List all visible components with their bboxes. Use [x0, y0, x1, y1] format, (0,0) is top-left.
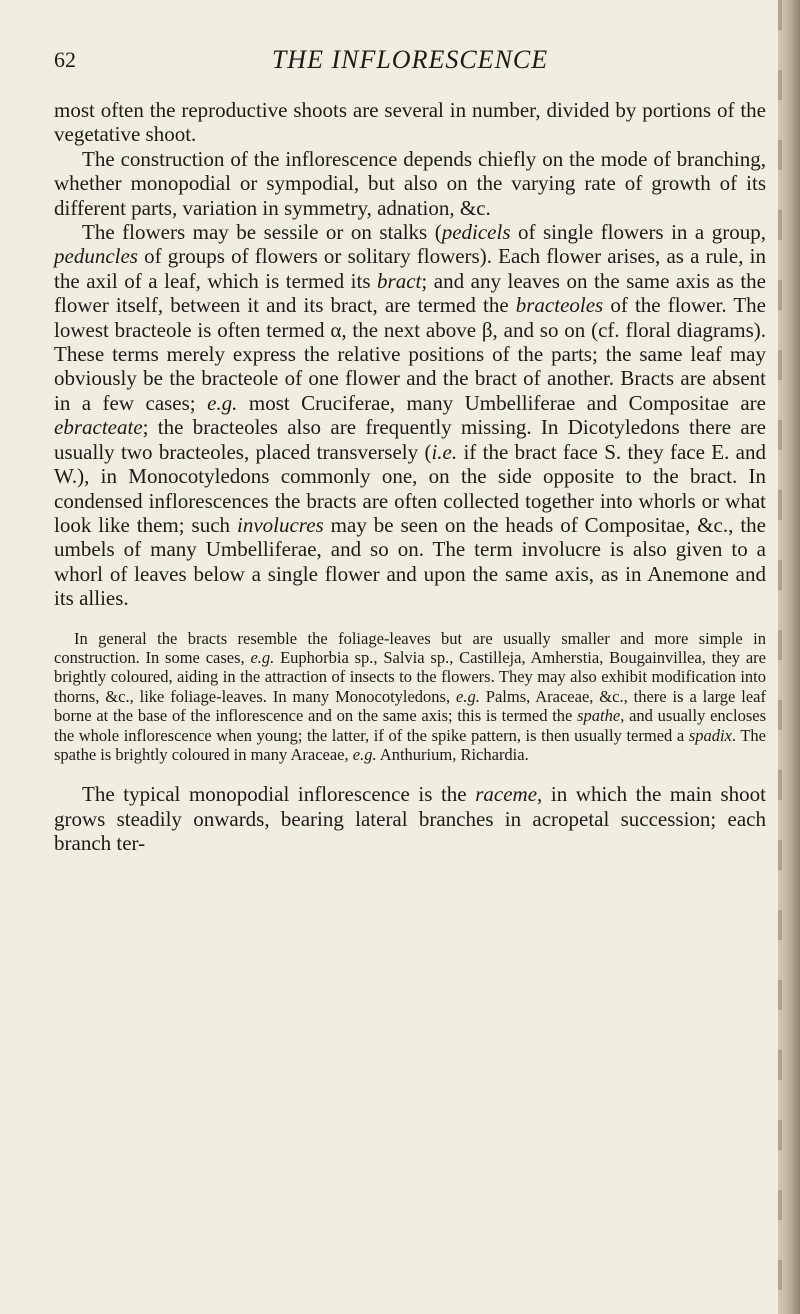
term-peduncles: peduncles — [54, 244, 138, 269]
text-run: most Cruciferae, many Umbelliferae and Compositae are — [237, 390, 766, 415]
text-run: , in which the main shoot grows steadily onwards, bearing lateral branches in acropetal succession; each branch ter- — [54, 782, 767, 856]
main-text-continued — [54, 782, 766, 855]
term-spathe: spathe — [577, 706, 621, 726]
term-bracteoles: bracteoles — [515, 293, 604, 318]
paragraph-bracts — [54, 220, 766, 611]
page-edge-shadow — [778, 0, 800, 1314]
text-run: The typical monopodial inflorescence is the — [82, 782, 476, 807]
term-raceme: raceme — [475, 782, 538, 807]
abbrev-eg: e.g. — [352, 744, 377, 764]
term-pedicels: pedicels — [441, 220, 511, 245]
term-ebracteate: ebracteate — [54, 415, 143, 440]
small-print-note — [54, 629, 766, 765]
text-run: , and usually encloses the whole inflorescence when young; the latter, if of the spike pattern, is then usually termed a — [54, 706, 766, 745]
abbrev-ie: i.e. — [431, 439, 458, 464]
text-run: In general the bracts resemble the foliage-leaves but are usually smaller and more simple in construction. In some cases, — [54, 628, 766, 667]
paragraph-small — [54, 629, 766, 765]
term-bract: bract — [377, 268, 422, 293]
text-run: The flowers may be sessile or on stalks ( — [82, 220, 442, 245]
paragraph-raceme — [54, 782, 766, 855]
text-run: Euphorbia sp., Salvia sp., Castilleja, Amherstia, Bougainvillea, they are brightly coloured, aiding in the attraction of insects to the flowers. They may also exhibit modification into thorns, &c., like foliage-leaves. In many Monocotyledons, — [54, 647, 766, 706]
text-run: of the flower. The lowest bracteole is often termed α, the next above β, and so on (cf. floral diagrams). These terms merely express the relative positions of the parts; the same leaf may obviously be the bracteole of one flower and the bract of another. Bracts are absent in a few cases; — [54, 293, 766, 415]
text-run: . The spathe is brightly coloured in many Araceae, — [54, 725, 766, 764]
paragraph-construction — [54, 147, 766, 220]
term-spadix: spadix — [688, 725, 732, 745]
page-number: 62 — [54, 47, 76, 72]
running-head — [54, 40, 766, 80]
text-run: of single flowers in a group, — [510, 220, 766, 245]
paragraph-continuation — [54, 98, 766, 147]
text-run: of groups of flowers or solitary flowers). Each flower arises, as a rule, in the axil of a leaf, which is termed its — [54, 244, 766, 293]
text-run: The construction of the inflorescence depends chiefly on the mode of branching, whether monopodial or sympodial, but also on the varying rate of growth of its different parts, variation in symmetry, adnation, &c. — [54, 146, 766, 220]
term-involucres: involucres — [237, 512, 324, 537]
abbrev-eg: e.g. — [456, 686, 480, 706]
text-run: Palms, Araceae, &c., there is a large leaf borne at the base of the inflorescence and on the same axis; this is termed the — [54, 686, 766, 726]
text-run: Anthurium, Richardia. — [376, 744, 529, 764]
text-run: if the bract face S. they face E. and W.), in Monocotyledons commonly one, on the side opposite to the bract. In condensed inflorescences the bracts are often collected together into whorls or what look like them; such — [54, 439, 766, 537]
running-title: THE INFLORESCENCE — [271, 45, 549, 74]
text-run: most often the reproductive shoots are several in number, divided by portions of the vegetative shoot. — [54, 98, 766, 147]
main-text — [54, 98, 766, 611]
text-run: ; and any leaves on the same axis as the flower itself, between it and its bract, are termed the — [54, 268, 766, 318]
abbrev-eg: e.g. — [207, 390, 238, 415]
abbrev-eg: e.g. — [250, 647, 275, 667]
text-run: ; the bracteoles also are frequently missing. In Dicotyledons there are usually two bracteoles, placed transversely ( — [54, 415, 766, 464]
book-page — [54, 40, 766, 856]
text-run: may be seen on the heads of Compositae, &c., the umbels of many Umbelliferae, and so on. The term involucre is also given to a whorl of leaves below a single flower and upon the same axis, as in Anemone and its allies. — [54, 512, 766, 611]
